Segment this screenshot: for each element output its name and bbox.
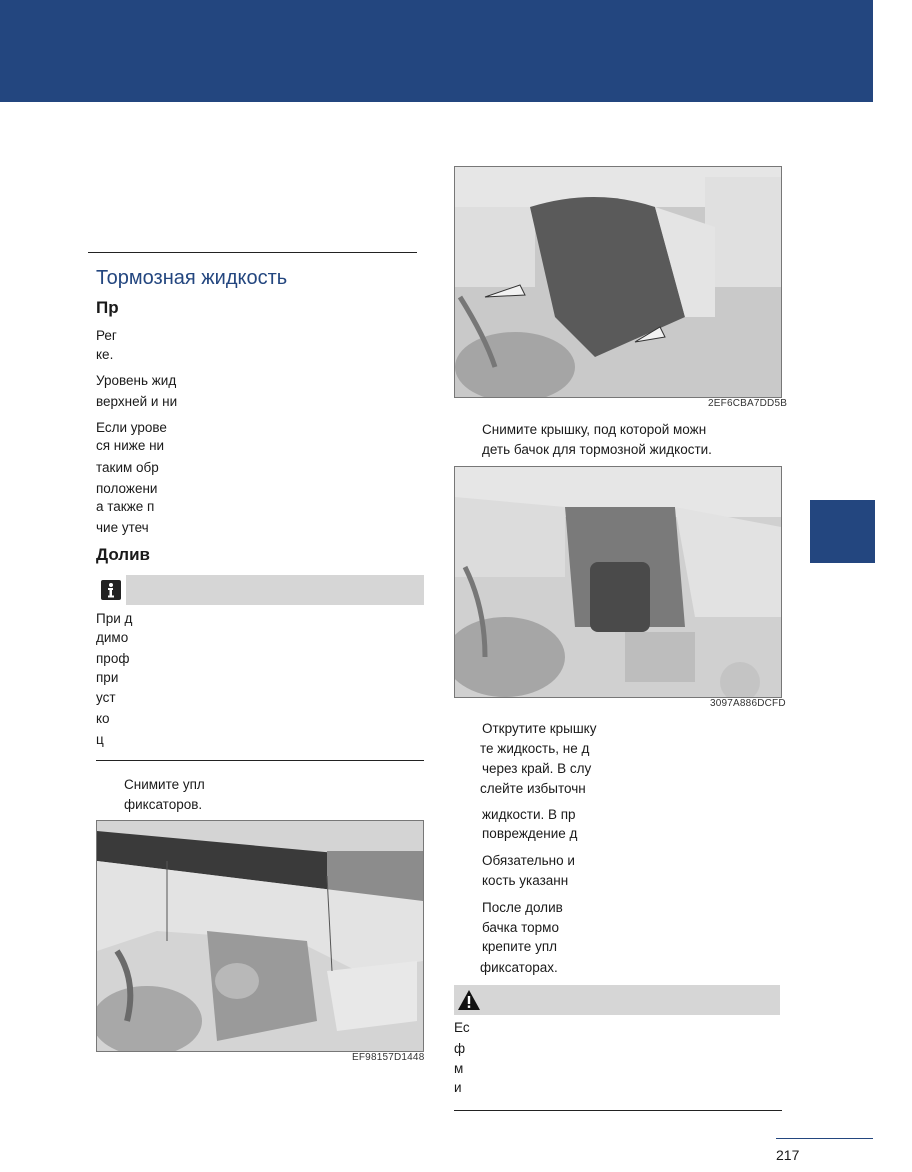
step1-line2: фиксаторов. bbox=[124, 797, 203, 812]
step3b-line1: жидкости. В пр bbox=[482, 807, 576, 822]
para3-line1: Если урове bbox=[96, 420, 167, 435]
warning-bar bbox=[454, 985, 780, 1015]
para1-line2: ке. bbox=[96, 347, 114, 362]
para2-line1: Уровень жид bbox=[96, 373, 177, 388]
info-line2: димо bbox=[96, 630, 129, 645]
step3a-line1: Открутите крышку bbox=[482, 721, 597, 736]
info-icon bbox=[100, 579, 122, 601]
info-icon-box bbox=[96, 575, 126, 605]
top-photo-caption: 2EF6CBA7DD5B bbox=[708, 398, 788, 409]
para3-line5: а также п bbox=[96, 499, 155, 514]
page-number: 217 bbox=[776, 1147, 800, 1163]
engine-photo-top bbox=[454, 166, 782, 398]
step2-line1: Снимите крышку, под которой можн bbox=[482, 422, 707, 437]
header-band bbox=[0, 0, 873, 102]
engine-photo-left bbox=[96, 820, 424, 1052]
section-rule-top bbox=[88, 252, 417, 253]
info-bar bbox=[96, 575, 424, 605]
para2-line2: верхней и ни bbox=[96, 394, 178, 409]
step3a-line2: те жидкость, не д bbox=[480, 741, 590, 756]
step3d-line2: бачка тормо bbox=[482, 920, 559, 935]
warning-rule bbox=[454, 1110, 782, 1111]
para3-line3: таким обр bbox=[96, 460, 159, 475]
subheading-2: Долив bbox=[96, 545, 150, 564]
para3-line4: положени bbox=[96, 481, 158, 496]
warning-line1: Ес bbox=[454, 1020, 470, 1035]
footer-rule bbox=[776, 1138, 873, 1139]
engine-photo-middle bbox=[454, 466, 782, 698]
para3-line6: чие утеч bbox=[96, 520, 149, 535]
warning-line2: ф bbox=[454, 1041, 466, 1056]
middle-photo-caption: 3097A886DCFD bbox=[710, 698, 786, 709]
info-line7: ц bbox=[96, 732, 104, 747]
step3b-line2: повреждение д bbox=[482, 826, 578, 841]
info-line3: проф bbox=[96, 651, 130, 666]
para1-line1: Рег bbox=[96, 328, 117, 343]
step1-line1: Снимите упл bbox=[124, 777, 205, 792]
left-photo-caption: EF98157D1448 bbox=[352, 1052, 425, 1063]
info-line1: При д bbox=[96, 611, 133, 626]
section-title: Тормозная жидкость bbox=[96, 267, 288, 289]
warning-line3: м bbox=[454, 1061, 464, 1076]
warning-icon-box bbox=[454, 985, 484, 1015]
warning-line4: и bbox=[454, 1080, 462, 1095]
step3c-line1: Обязательно и bbox=[482, 853, 575, 868]
step3c-line2: кость указанн bbox=[482, 873, 569, 888]
chapter-tab bbox=[810, 500, 875, 563]
step3d-line4: фиксаторах. bbox=[480, 960, 558, 975]
info-line4: при bbox=[96, 670, 119, 685]
step3d-line1: После долив bbox=[482, 900, 563, 915]
subheading-1: Пр bbox=[96, 298, 119, 317]
step3d-line3: крепите упл bbox=[482, 939, 558, 954]
info-line6: ко bbox=[96, 711, 110, 726]
step3a-line4: слейте избыточн bbox=[480, 781, 586, 796]
para3-line2: ся ниже ни bbox=[96, 438, 165, 453]
step2-line2: деть бачок для тормозной жидкости. bbox=[482, 442, 712, 457]
step3a-line3: через край. В слу bbox=[482, 761, 592, 776]
warning-icon bbox=[457, 989, 481, 1011]
info-line5: уст bbox=[96, 690, 116, 705]
info-rule bbox=[96, 760, 424, 761]
